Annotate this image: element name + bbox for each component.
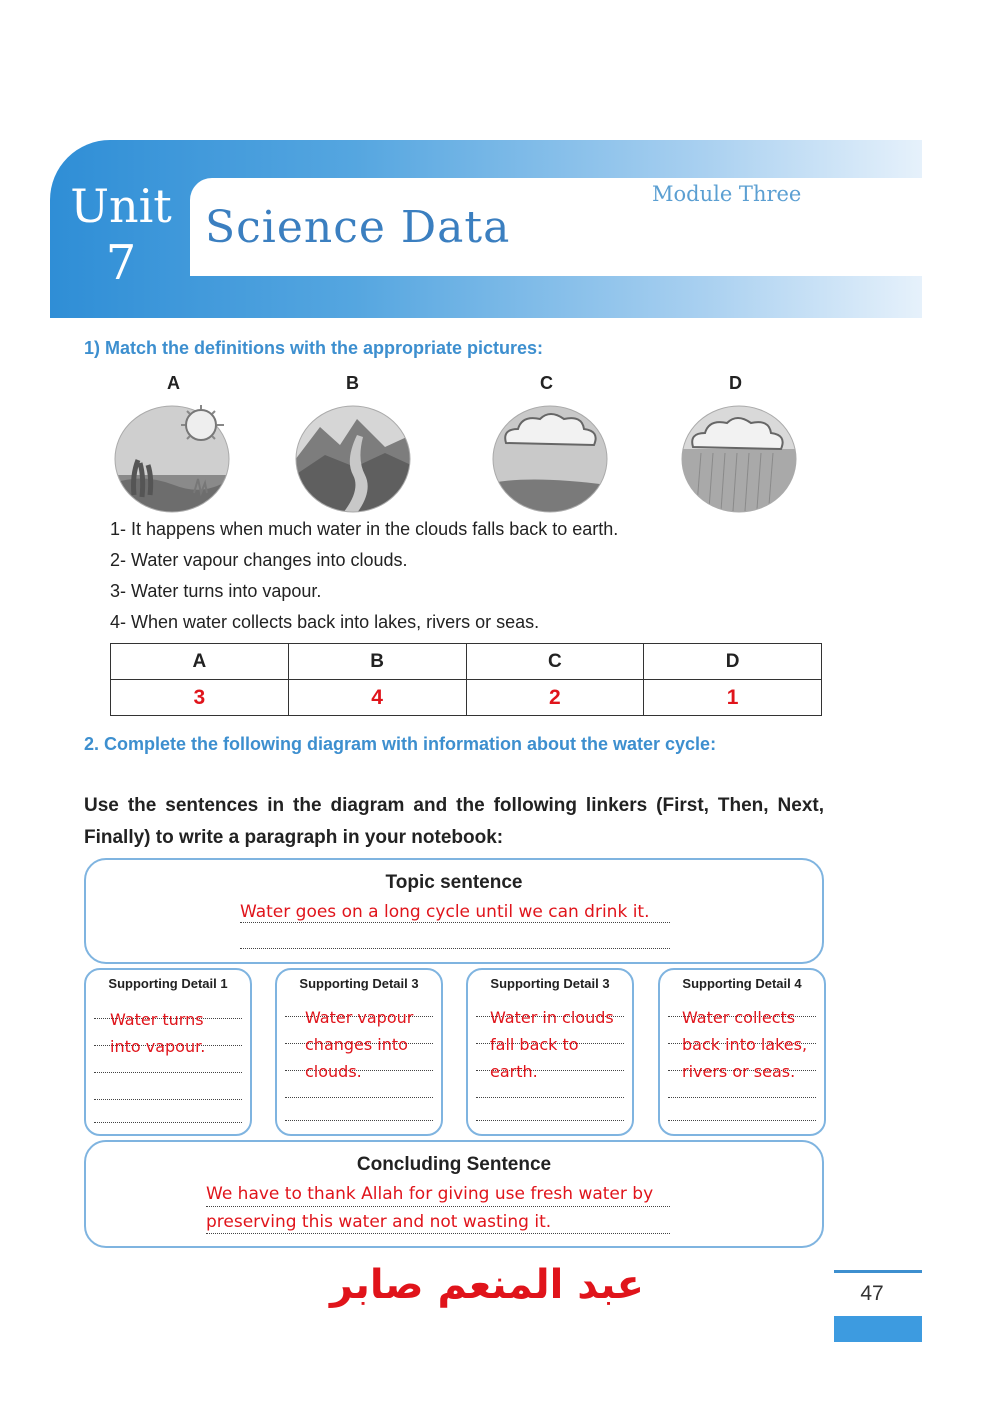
concluding-sentence-box (84, 1140, 824, 1248)
topic-sentence-answer[interactable]: Water goes on a long cycle until we can drink it. (240, 902, 650, 922)
supporting-detail-4-box (658, 968, 826, 1136)
handwritten-signature: عبد المنعم صابر (330, 1262, 645, 1308)
unit-number: 7 (105, 235, 137, 291)
detail-line (476, 1120, 624, 1121)
supporting-detail-3-box (466, 968, 634, 1136)
evaporation-picture (114, 405, 230, 513)
module-label: Module Three (652, 182, 802, 206)
precipitation-picture (681, 405, 797, 513)
answer-cell-c[interactable]: 2 (466, 680, 644, 716)
detail-line (285, 1097, 433, 1098)
topic-sentence-box (84, 858, 824, 964)
answer-header-a: A (111, 644, 289, 680)
answer-header-d: D (644, 644, 822, 680)
supporting-detail-2-box (275, 968, 443, 1136)
detail-line (94, 1099, 242, 1100)
supporting-detail-4-title: Supporting Detail 4 (682, 976, 802, 991)
picture-letter-d: D (729, 373, 742, 393)
topic-sentence-title: Topic sentence (385, 872, 523, 893)
page-number: 47 (860, 1282, 884, 1305)
supporting-detail-1-box (84, 968, 252, 1136)
supporting-detail-2-title: Supporting Detail 3 (299, 976, 419, 991)
topic-answer-line-2 (240, 948, 670, 949)
concluding-sentence-answer[interactable]: We have to thank Allah for giving use fresh water by preserving this water and not wasting it. (206, 1184, 654, 1232)
definition-3: 3- Water turns into vapour. (110, 581, 322, 601)
unit-label: Unit (70, 179, 172, 233)
detail-line (94, 1122, 242, 1123)
page-footer-bar (834, 1316, 922, 1342)
collection-picture (295, 405, 411, 513)
condensation-picture (492, 405, 608, 513)
supporting-detail-1-answer[interactable]: Water turns into vapour. (110, 1010, 206, 1056)
picture-letter-a: A (167, 373, 180, 393)
topic-answer-line-1 (240, 922, 670, 923)
supporting-detail-4-answer[interactable]: Water collects back into lakes, rivers or seas. (682, 1008, 808, 1081)
supporting-detail-3-answer[interactable]: Water in clouds fall back to earth. (490, 1008, 614, 1081)
answer-cell-a[interactable]: 3 (111, 680, 289, 716)
page-title: Science Data (205, 202, 511, 253)
detail-line (476, 1097, 624, 1098)
question-1-heading: 1) Match the definitions with the appropriate pictures: (84, 338, 544, 358)
page-number-rule (834, 1270, 922, 1273)
definition-1: 1- It happens when much water in the clouds falls back to earth. (110, 519, 619, 539)
supporting-detail-2-answer[interactable]: Water vapour changes into clouds. (305, 1008, 414, 1081)
detail-line (668, 1120, 816, 1121)
definition-2: 2- Water vapour changes into clouds. (110, 550, 408, 570)
detail-line (285, 1120, 433, 1121)
answer-table (110, 643, 822, 716)
supporting-detail-3-title: Supporting Detail 3 (490, 976, 610, 991)
picture-letter-b: B (346, 373, 359, 393)
definition-4: 4- When water collects back into lakes, rivers or seas. (110, 612, 540, 632)
question-2-heading: 2. Complete the following diagram with information about the water cycle: (84, 734, 717, 754)
question-2-instruction: Use the sentences in the diagram and the following linkers (First, Then, Next, Finally) to write a paragraph in your notebook: (84, 795, 824, 848)
detail-line (668, 1097, 816, 1098)
answer-header-c: C (466, 644, 644, 680)
supporting-detail-1-title: Supporting Detail 1 (108, 976, 228, 991)
answer-header-b: B (288, 644, 466, 680)
picture-letter-c: C (540, 373, 553, 393)
detail-line (94, 1072, 242, 1073)
answer-cell-b[interactable]: 4 (288, 680, 466, 716)
answer-cell-d[interactable]: 1 (644, 680, 822, 716)
concluding-sentence-title: Concluding Sentence (356, 1154, 552, 1175)
